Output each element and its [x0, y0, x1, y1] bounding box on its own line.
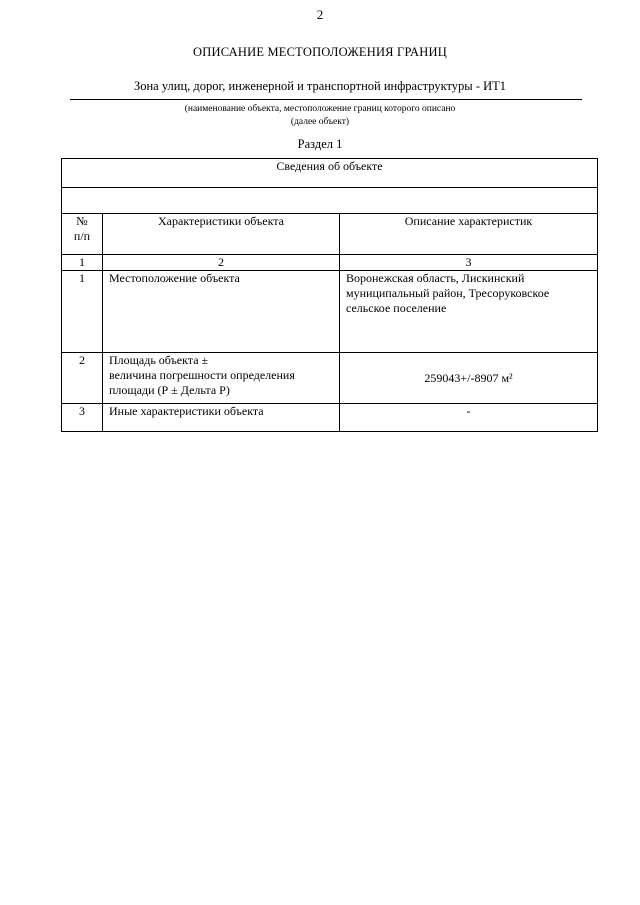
- row-description: 259043+/-8907 м²: [340, 353, 598, 404]
- caption-line-2: (далее объект): [290, 117, 350, 127]
- object-name-caption: [0, 103, 640, 129]
- title-underline: [70, 99, 582, 100]
- row-characteristic: Площадь объекта ± величина погрешности определения площади (Р ± Дельта Р): [103, 353, 340, 404]
- object-name: Зона улиц, дорог, инженерной и транспортной инфраструктуры - ИТ1: [133, 79, 507, 93]
- row-num: 2: [62, 353, 103, 404]
- table-row: [62, 271, 598, 353]
- table-empty-row: [62, 188, 598, 214]
- page-number: 2: [316, 7, 324, 22]
- table-header: Сведения об объекте: [62, 159, 598, 188]
- column-number: 2: [103, 255, 340, 271]
- table-row: [62, 353, 598, 404]
- row-num: 3: [62, 404, 103, 432]
- column-header-description: Описание характеристик: [340, 214, 598, 255]
- table-header-row: [62, 159, 598, 188]
- row-num: 1: [62, 271, 103, 353]
- row-characteristic: Иные характеристики объекта: [103, 404, 340, 432]
- column-number: 1: [62, 255, 103, 271]
- column-numbers-row: [62, 255, 598, 271]
- section-title: Раздел 1: [297, 137, 343, 151]
- table-empty-cell: [62, 188, 598, 214]
- caption-line-1: (наименование объекта, местоположение границ которого описано: [184, 104, 456, 114]
- document-title: ОПИСАНИЕ МЕСТОПОЛОЖЕНИЯ ГРАНИЦ: [193, 45, 447, 59]
- column-number: 3: [340, 255, 598, 271]
- column-header-num: № п/п: [62, 214, 103, 255]
- row-description: -: [340, 404, 598, 432]
- column-header-characteristics: Характеристики объекта: [103, 214, 340, 255]
- table-row: [62, 404, 598, 432]
- row-description: Воронежская область, Лискинский муниципальный район, Тресоруковское сельское поселение: [340, 271, 598, 353]
- row-characteristic: Местоположение объекта: [103, 271, 340, 353]
- object-info-table: [61, 158, 598, 432]
- column-headers-row: [62, 214, 598, 255]
